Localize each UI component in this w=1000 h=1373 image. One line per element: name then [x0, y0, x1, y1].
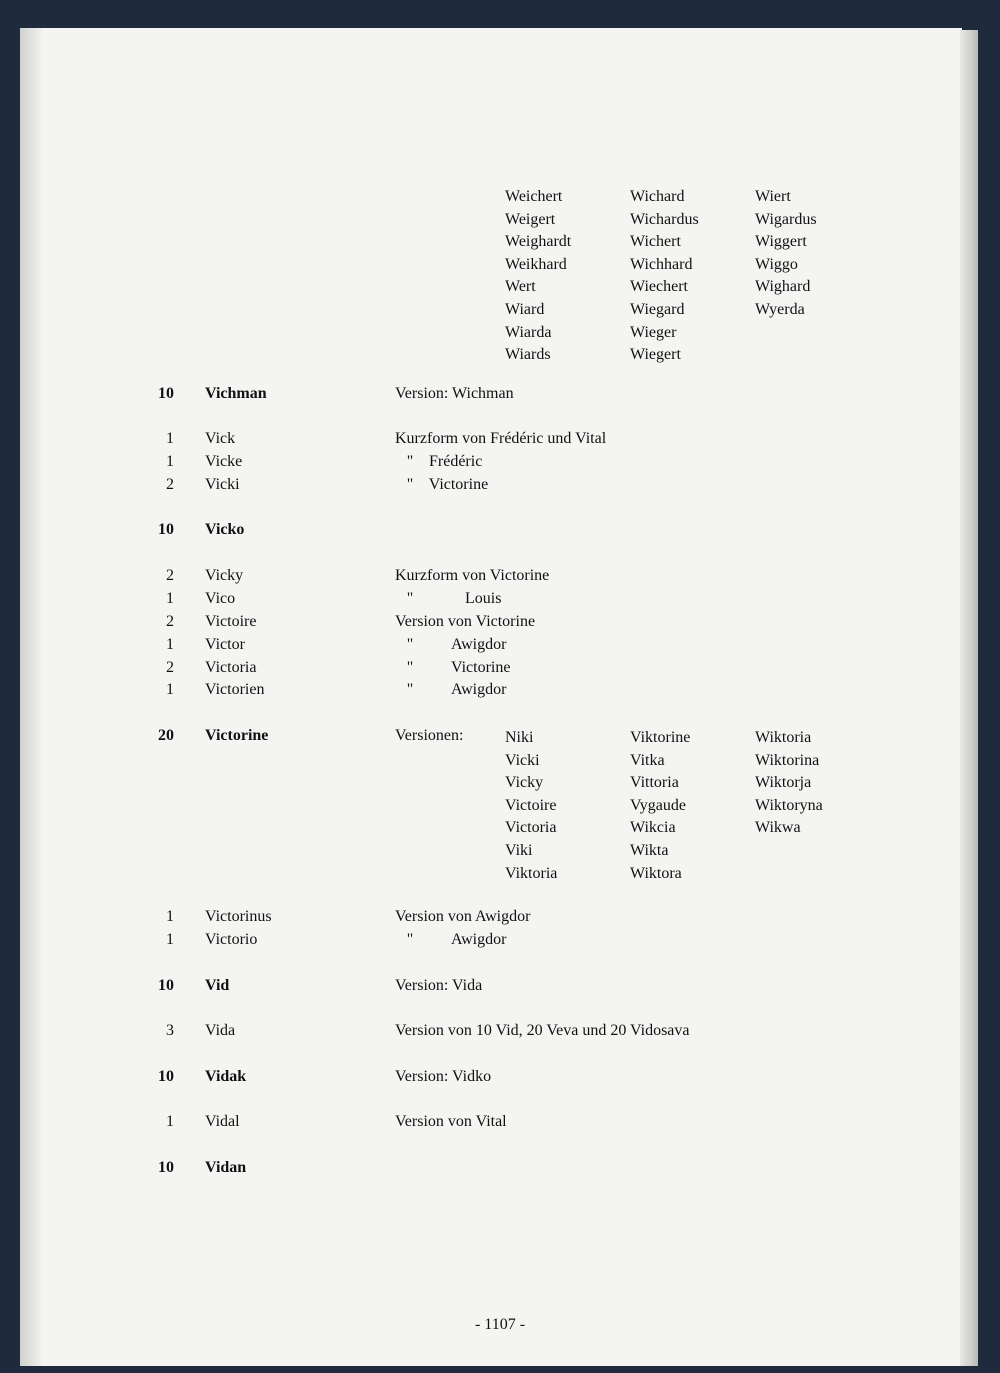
list-item: Wiegert: [630, 346, 681, 364]
entry-number: 2: [166, 476, 174, 493]
top-col1: [505, 186, 571, 367]
list-item: Wiegard: [630, 300, 685, 318]
entry-note: Version von Victorine: [395, 613, 536, 630]
list-item: Weichert: [505, 188, 563, 205]
list-item: Vicky: [505, 774, 544, 792]
list-item: Wichardus: [630, 210, 699, 228]
entry-note: " Awigdor: [395, 636, 506, 654]
versions-col1: [505, 727, 557, 885]
entry-name: Victorien: [205, 681, 265, 698]
list-item: Victoire: [505, 796, 557, 814]
entry-note: " Victorine: [395, 476, 488, 494]
entry-note: Version: Wichman: [395, 385, 514, 402]
list-item: Wikwa: [755, 819, 801, 837]
list-item: Wiarda: [505, 323, 552, 341]
list-item: Weikhard: [505, 255, 567, 273]
list-item: Wichhard: [630, 255, 693, 273]
entry-number: 1: [166, 590, 174, 607]
list-item: Wiktora: [630, 864, 682, 882]
entry-note: " Louis: [395, 590, 501, 608]
ditto-mark: ": [406, 453, 414, 470]
entry-note: Version von Awigdor: [395, 908, 531, 925]
list-item: Wigardus: [755, 210, 817, 228]
entry-note: Kurzform von Victorine: [395, 567, 550, 584]
list-item: Wiechert: [630, 278, 688, 296]
entry-name: Vidan: [205, 1159, 247, 1176]
list-item: Weighardt: [505, 233, 572, 251]
ditto-mark: ": [406, 636, 414, 653]
list-item: Wiktoria: [755, 729, 812, 746]
entry-number: 10: [158, 385, 174, 402]
list-item: Viktorine: [630, 729, 691, 746]
entry-note: Versionen:: [395, 727, 464, 744]
entry-note: " Awigdor: [395, 681, 506, 699]
list-item: Wert: [505, 278, 536, 296]
entry-note: Kurzform von Frédéric und Vital: [395, 430, 607, 447]
list-item: Niki: [505, 729, 534, 746]
list-item: Wiards: [505, 346, 551, 364]
list-item: Victoria: [505, 819, 557, 837]
entry-number: 2: [166, 613, 174, 630]
entry-name: Vid: [205, 977, 230, 994]
ditto-mark: ": [406, 659, 414, 676]
entry-name: Vidak: [205, 1068, 247, 1085]
ditto-mark: ": [406, 931, 414, 948]
list-item: Wieger: [630, 323, 677, 341]
list-item: Vicki: [505, 751, 540, 769]
entry-name: Victorinus: [205, 908, 272, 925]
entry-number: 10: [158, 1068, 174, 1085]
entry-note: Version: Vida: [395, 977, 483, 994]
list-item: Wiktoryna: [755, 796, 823, 814]
list-item: Vygaude: [630, 796, 686, 814]
entry-note: Version: Vidko: [395, 1068, 492, 1085]
entry-number: 1: [166, 931, 174, 948]
entry-number: 1: [166, 453, 174, 470]
entry-note: Version von Vital: [395, 1113, 507, 1130]
entry-number: 10: [158, 1159, 174, 1176]
entry-note: " Victorine: [395, 659, 510, 677]
list-item: Vittoria: [630, 774, 679, 792]
entry-name: Victor: [205, 636, 245, 653]
entry-number: 1: [166, 908, 174, 925]
entry-name: Vicki: [205, 476, 240, 493]
ditto-mark: ": [406, 590, 414, 607]
list-item: Wikta: [630, 841, 669, 859]
entry-note: " Frédéric: [395, 453, 482, 471]
list-item: Wiard: [505, 300, 545, 318]
entry-name: Vichman: [205, 385, 267, 402]
entry-name: Victorine: [205, 727, 269, 744]
entry-name: Victoria: [205, 659, 257, 676]
entry-number: 1: [166, 430, 174, 447]
entry-number: 3: [166, 1022, 174, 1039]
page-edge: [960, 30, 978, 1366]
entry-name: Vicke: [205, 453, 243, 470]
entry-number: 1: [166, 681, 174, 698]
entry-number: 20: [158, 727, 174, 744]
entry-name: Vick: [205, 430, 236, 447]
entry-number: 2: [166, 659, 174, 676]
entry-number: 1: [166, 636, 174, 653]
list-item: Vitka: [630, 751, 665, 769]
versions-col3: [755, 727, 823, 840]
entry-number: 2: [166, 567, 174, 584]
versions-col2: [630, 727, 690, 885]
list-item: Wichert: [630, 233, 681, 251]
list-item: Wikcia: [630, 819, 676, 837]
list-item: Wighard: [755, 278, 811, 296]
entry-note: " Awigdor: [395, 931, 506, 949]
top-col2: [630, 186, 699, 367]
list-item: Wichard: [630, 188, 685, 205]
list-item: Wiggert: [755, 233, 807, 251]
ditto-mark: ": [406, 681, 414, 698]
list-item: Wiggo: [755, 255, 798, 273]
entry-number: 10: [158, 977, 174, 994]
entry-name: Vida: [205, 1022, 236, 1039]
entry-name: Vico: [205, 590, 236, 607]
entry-number: 10: [158, 521, 174, 538]
entry-name: Vicky: [205, 567, 244, 584]
list-item: Viktoria: [505, 864, 558, 882]
list-item: Wyerda: [755, 300, 805, 318]
ditto-mark: ": [406, 476, 414, 493]
entry-number: 1: [166, 1113, 174, 1130]
entry-name: Victorio: [205, 931, 258, 948]
list-item: Wiktorja: [755, 774, 812, 792]
list-item: Weigert: [505, 210, 556, 228]
page-gutter: [20, 28, 42, 1366]
entry-name: Vidal: [205, 1113, 240, 1130]
list-item: Wiktorina: [755, 751, 820, 769]
entry-note: Version von 10 Vid, 20 Veva und 20 Vidosava: [395, 1022, 690, 1039]
list-item: Viki: [505, 841, 533, 859]
list-item: Wiert: [755, 188, 791, 205]
top-col3: [755, 186, 817, 322]
page-number: - 1107 -: [474, 1316, 526, 1333]
entry-name: Victoire: [205, 613, 257, 630]
entry-name: Vicko: [205, 521, 245, 538]
